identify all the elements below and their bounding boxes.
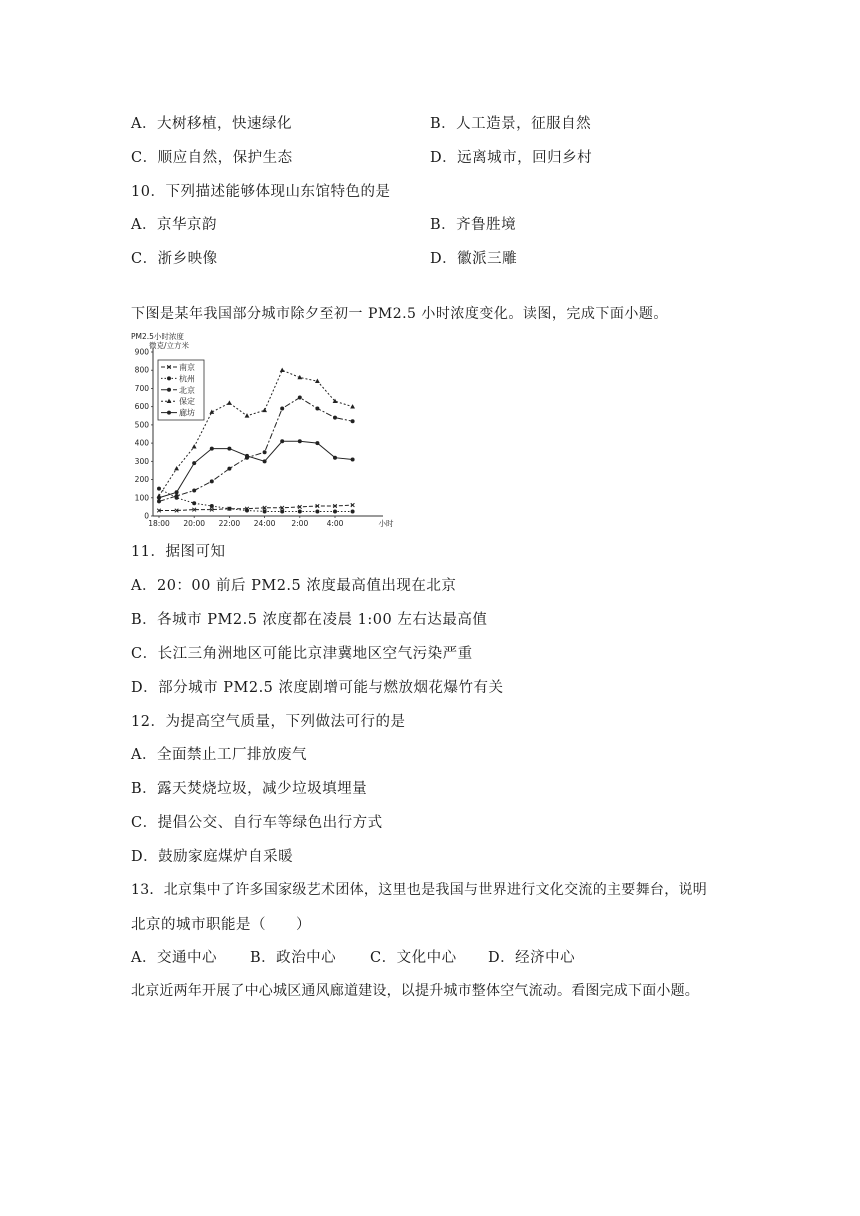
x-tick-label: 20:00 bbox=[183, 519, 206, 527]
legend-marker-4 bbox=[167, 411, 171, 415]
y-tick-label: 400 bbox=[134, 438, 149, 448]
data-point-3-6 bbox=[262, 408, 267, 412]
data-point-1-4 bbox=[227, 507, 231, 511]
data-point-4-4 bbox=[227, 447, 231, 451]
q9-option-c: C．顺应自然，保护生态 bbox=[131, 150, 293, 166]
q11-option-b: B．各城市 PM2.5 浓度都在凌晨 1:00 左右达最高值 bbox=[131, 612, 488, 628]
data-point-1-7 bbox=[280, 509, 284, 513]
q13-option-a: A．交通中心 bbox=[131, 950, 217, 966]
q13-stem-line1: 13．北京集中了许多国家级艺术团体，这里也是我国与世界进行文化交流的主要舞台，说明 bbox=[131, 882, 708, 898]
data-point-2-9 bbox=[315, 406, 319, 410]
x-tick-label: 22:00 bbox=[218, 519, 241, 527]
legend-label-1: 杭州 bbox=[179, 374, 195, 384]
legend-label-0: 南京 bbox=[179, 363, 195, 372]
data-point-1-6 bbox=[263, 509, 267, 513]
y-tick-label: 100 bbox=[134, 493, 149, 503]
y-axis-label-line2: 微克/立方米 bbox=[149, 341, 190, 350]
y-tick-label: 600 bbox=[134, 402, 149, 412]
data-point-4-5 bbox=[245, 454, 249, 458]
data-point-4-0 bbox=[157, 496, 161, 500]
y-tick-label: 800 bbox=[134, 365, 149, 375]
data-point-4-1 bbox=[175, 490, 179, 494]
q11-option-d: D．部分城市 PM2.5 浓度剧增可能与燃放烟花爆竹有关 bbox=[131, 680, 504, 696]
y-tick-label: 500 bbox=[134, 420, 149, 430]
data-point-2-0 bbox=[157, 499, 161, 503]
q13-option-d: D．经济中心 bbox=[488, 950, 576, 966]
y-axis-label-line1: PM2.5小时浓度 bbox=[131, 332, 184, 341]
data-point-2-1 bbox=[175, 494, 179, 498]
data-point-1-9 bbox=[315, 509, 319, 513]
data-point-1-8 bbox=[298, 509, 302, 513]
data-point-4-7 bbox=[280, 439, 284, 443]
data-point-2-8 bbox=[298, 396, 302, 400]
data-point-4-2 bbox=[192, 461, 196, 465]
data-point-2-3 bbox=[210, 479, 214, 483]
series-line-0 bbox=[159, 505, 353, 510]
y-tick-label: 900 bbox=[134, 347, 149, 357]
data-point-3-5 bbox=[245, 413, 250, 417]
x-tick-label: 24:00 bbox=[253, 519, 276, 527]
q13-option-c: C．文化中心 bbox=[370, 950, 457, 966]
pm25-intro: 下图是某年我国部分城市除夕至初一 PM2.5 小时浓度变化。读图，完成下面小题。 bbox=[131, 306, 668, 322]
data-point-1-2 bbox=[192, 501, 196, 505]
data-point-2-7 bbox=[280, 406, 284, 410]
data-point-4-11 bbox=[351, 458, 355, 462]
data-point-4-9 bbox=[315, 441, 319, 445]
q13-stem-line2: 北京的城市职能是（ ） bbox=[131, 917, 311, 933]
data-point-4-10 bbox=[333, 456, 337, 460]
data-point-2-2 bbox=[192, 488, 196, 492]
data-point-3-11 bbox=[350, 404, 355, 408]
data-point-1-3 bbox=[210, 504, 214, 508]
data-point-3-2 bbox=[192, 444, 197, 448]
data-point-2-11 bbox=[351, 419, 355, 423]
data-point-1-0 bbox=[157, 487, 161, 491]
q12-option-b: B．露天焚烧垃圾，减少垃圾填埋量 bbox=[131, 781, 368, 797]
legend-label-3: 保定 bbox=[179, 397, 195, 407]
q9-option-d: D．远离城市，回归乡村 bbox=[430, 150, 593, 166]
x-tick-label: 18:00 bbox=[148, 519, 170, 527]
y-tick-label: 200 bbox=[134, 475, 149, 485]
data-point-4-6 bbox=[263, 459, 267, 463]
q11-option-a: A．20：00 前后 PM2.5 浓度最高值出现在北京 bbox=[131, 578, 457, 594]
x-tick-label: 4:00 bbox=[326, 519, 344, 527]
wind-corridor-intro: 北京近两年开展了中心城区通风廊道建设，以提升城市整体空气流动。看图完成下面小题。 bbox=[131, 983, 699, 999]
y-tick-label: 700 bbox=[134, 383, 149, 393]
q9-option-b: B．人工造景，征服自然 bbox=[430, 116, 592, 132]
series-line-4 bbox=[159, 441, 353, 497]
data-point-4-8 bbox=[298, 439, 302, 443]
data-point-2-4 bbox=[227, 467, 231, 471]
data-point-3-4 bbox=[227, 400, 232, 404]
data-point-3-9 bbox=[315, 379, 320, 383]
data-point-1-11 bbox=[351, 509, 355, 513]
legend-marker-1 bbox=[167, 376, 171, 380]
q11-stem: 11．据图可知 bbox=[131, 544, 226, 560]
x-axis-label: 小时 bbox=[378, 519, 394, 527]
data-point-3-7 bbox=[280, 368, 285, 372]
data-point-2-10 bbox=[333, 416, 337, 420]
q9-option-a: A．大树移植，快速绿化 bbox=[131, 116, 292, 132]
legend-label-2: 北京 bbox=[179, 385, 195, 395]
q13-option-b: B．政治中心 bbox=[250, 950, 337, 966]
q10-option-c: C．浙乡映像 bbox=[131, 251, 218, 267]
data-point-3-1 bbox=[174, 466, 179, 470]
data-point-2-6 bbox=[263, 450, 267, 454]
q12-option-d: D．鼓励家庭煤炉自采暖 bbox=[131, 849, 294, 865]
q10-option-a: A．京华京韵 bbox=[131, 217, 217, 233]
q10-stem: 10．下列描述能够体现山东馆特色的是 bbox=[131, 184, 391, 200]
legend-marker-2 bbox=[167, 388, 171, 392]
data-point-1-5 bbox=[245, 509, 249, 513]
data-point-4-3 bbox=[210, 447, 214, 451]
data-point-1-10 bbox=[333, 509, 337, 513]
q10-option-b: B．齐鲁胜境 bbox=[430, 217, 517, 233]
y-tick-label: 0 bbox=[144, 511, 149, 521]
q11-option-c: C．长江三角洲地区可能比京津冀地区空气污染严重 bbox=[131, 646, 473, 662]
legend-label-4: 廊坊 bbox=[179, 408, 195, 418]
x-tick-label: 2:00 bbox=[291, 519, 309, 527]
y-tick-label: 300 bbox=[134, 456, 149, 466]
q12-option-c: C．提倡公交、自行车等绿色出行方式 bbox=[131, 815, 383, 831]
pm25-line-chart bbox=[131, 331, 409, 527]
q12-stem: 12．为提高空气质量，下列做法可行的是 bbox=[131, 714, 406, 730]
q10-option-d: D．徽派三雕 bbox=[430, 251, 518, 267]
q12-option-a: A．全面禁止工厂排放废气 bbox=[131, 747, 307, 763]
